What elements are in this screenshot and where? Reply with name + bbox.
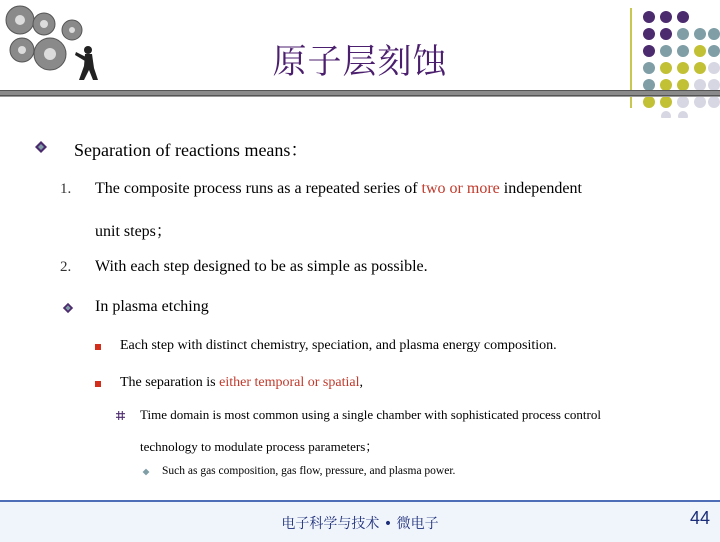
item1-text (95, 180, 582, 198)
item1-number: 1. (60, 181, 72, 197)
item2-text: With each step designed to be as simple as possible. (95, 258, 428, 275)
item1-post: independent (499, 180, 582, 197)
diamond-bullet-icon (34, 140, 48, 154)
item3-text: In plasma etching (95, 298, 209, 315)
sub1-text: Each step with distinct chemistry, speciation, and plasma energy composition. (120, 338, 557, 353)
subsub1-text: Time domain is most common using a single chamber with sophisticated process control (140, 407, 601, 422)
square-bullet-icon (95, 381, 101, 387)
hash-bullet-icon (116, 411, 125, 420)
sub2-post: , (359, 375, 363, 390)
item1-highlight: two or more (421, 180, 500, 197)
sub2-text (120, 375, 363, 391)
decorative-dot-grid (636, 8, 720, 118)
page-number: 44 (689, 508, 710, 528)
title-divider-thin (0, 96, 720, 97)
item2-number: 2. (60, 259, 72, 275)
square-bullet-icon (95, 344, 101, 350)
subsub1-cont: technology to modulate process parameters； (140, 439, 379, 454)
sub2-highlight: either temporal or spatial (219, 375, 360, 390)
footer-text: 电子科学与技术 • 微电子 (281, 516, 439, 532)
diamond-bullet-icon (142, 468, 150, 476)
diamond-bullet-icon (62, 302, 74, 314)
sub2-pre: The separation is (120, 375, 220, 390)
item1-pre: The composite process runs as a repeated series of (95, 180, 422, 197)
item1-cont: unit steps； (95, 223, 172, 240)
slide-title: 原子层刻蚀 (272, 42, 448, 82)
heading-separation: Separation of reactions means： (74, 140, 309, 160)
subsubsub1-text: Such as gas composition, gas flow, pressure, and plasma power. (162, 465, 456, 477)
